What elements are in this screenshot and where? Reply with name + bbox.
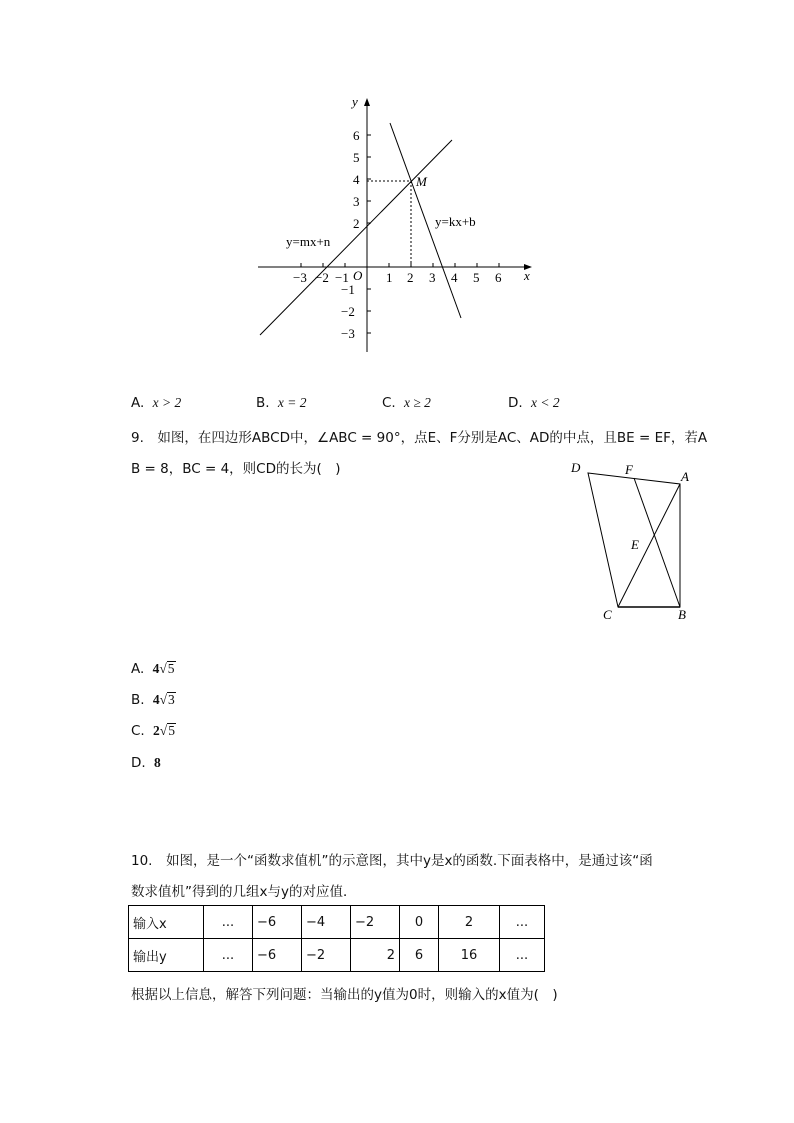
q9-option-c[interactable]: C. 2√5 [131, 723, 175, 739]
option-coef: 4 [152, 661, 160, 676]
q9-option-a[interactable]: A. 4√5 [131, 661, 175, 677]
table-cell: 16 [439, 939, 500, 972]
table-cell: 0 [400, 906, 439, 939]
q10-stem-line2: 数求值机”得到的几组x与y的对应值． [131, 884, 357, 900]
y-tick-label: 3 [353, 194, 360, 209]
label-d: D [571, 460, 581, 475]
label-b: B [678, 607, 686, 622]
origin-label: O [353, 268, 363, 283]
table-cell: 输出y [129, 939, 204, 972]
x-tick-label: 5 [473, 270, 480, 285]
option-letter: D. [508, 395, 523, 411]
x-tick-label: −1 [335, 270, 349, 285]
label-a: A [681, 469, 689, 484]
q9-option-b[interactable]: B. 4√3 [131, 692, 175, 708]
table-cell: ... [500, 939, 545, 972]
q9-option-d[interactable] [131, 755, 161, 771]
option-radicand: 5 [167, 661, 175, 676]
table-cell: −6 [253, 939, 302, 972]
table-row [129, 906, 545, 939]
table-cell: ... [204, 906, 253, 939]
q8-option-c[interactable] [382, 395, 431, 411]
y-tick-label: 5 [353, 150, 360, 165]
y-tick-label: 4 [353, 172, 360, 187]
option-radicand: 3 [168, 692, 175, 707]
y-tick-label: −3 [341, 326, 355, 341]
table-cell: −6 [253, 906, 302, 939]
table-cell: −4 [302, 906, 351, 939]
q10-question: 根据以上信息，解答下列问题：当输出的y值为0时，则输入的x值为( ) [131, 987, 558, 1003]
y-tick-label: −2 [341, 304, 355, 319]
y-tick-label: 6 [353, 128, 360, 143]
table-cell: ... [500, 906, 545, 939]
table-cell: −2 [302, 939, 351, 972]
option-letter: C. [382, 395, 396, 411]
table-cell: ... [204, 939, 253, 972]
x-tick-label: −2 [315, 270, 329, 285]
option-expr: x = 2 [277, 395, 307, 410]
q8-option-b[interactable] [256, 395, 306, 411]
option-expr: x ≥ 2 [404, 395, 431, 410]
option-expr: x < 2 [530, 395, 560, 410]
y-axis-arrow [364, 98, 370, 106]
x-tick-label: 4 [451, 270, 458, 285]
table-cell: 2 [351, 939, 400, 972]
y-tick-label: 2 [353, 216, 360, 231]
q9-stem-line2: B = 8，BC = 4，则CD的长为( ) [131, 461, 341, 477]
option-letter: D. [131, 755, 146, 771]
q8-option-d[interactable] [508, 395, 560, 411]
q9-stem-line1: 9. 如图，在四边形ABCD中，∠ABC = 90°，点E、F分别是AC、AD的中点，且BE = EF，若A [131, 430, 708, 446]
x-tick-label: −3 [293, 270, 307, 285]
label-f: F [625, 462, 633, 477]
table-row [129, 939, 545, 972]
value-table [128, 905, 545, 972]
label-c: C [603, 607, 612, 622]
line2-label: y=kx+b [435, 214, 476, 229]
table-cell: 输入x [129, 906, 204, 939]
point-m-label: M [416, 174, 427, 189]
option-coef: 2 [153, 723, 160, 738]
option-expr: x > 2 [152, 395, 182, 410]
option-letter: A. [131, 395, 145, 411]
x-tick-label: 1 [386, 270, 393, 285]
y-tick-label: −1 [341, 282, 355, 297]
q8-option-a[interactable] [131, 395, 181, 411]
q10-stem-line1: 10. 如图，是一个“函数求值机”的示意图，其中y是x的函数.下面表格中，是通过该“函 [131, 853, 653, 869]
y-axis-label: y [352, 94, 358, 109]
option-letter: A. [131, 661, 145, 677]
option-radicand: 5 [168, 723, 175, 738]
coordinate-graph [0, 0, 794, 380]
label-e: E [631, 537, 639, 552]
option-letter: B. [256, 395, 270, 411]
table-cell: 2 [439, 906, 500, 939]
option-letter: C. [131, 723, 145, 739]
table-cell: 6 [400, 939, 439, 972]
option-letter: B. [131, 692, 145, 708]
quadrilateral-figure [560, 455, 700, 630]
x-tick-label: 3 [429, 270, 436, 285]
x-tick-label: 2 [407, 270, 414, 285]
x-axis-label: x [524, 268, 530, 283]
option-coef: 4 [152, 692, 160, 707]
line1-label: y=mx+n [286, 234, 331, 249]
option-coef: 8 [153, 755, 161, 770]
x-tick-label: 6 [495, 270, 502, 285]
table-cell: −2 [351, 906, 400, 939]
